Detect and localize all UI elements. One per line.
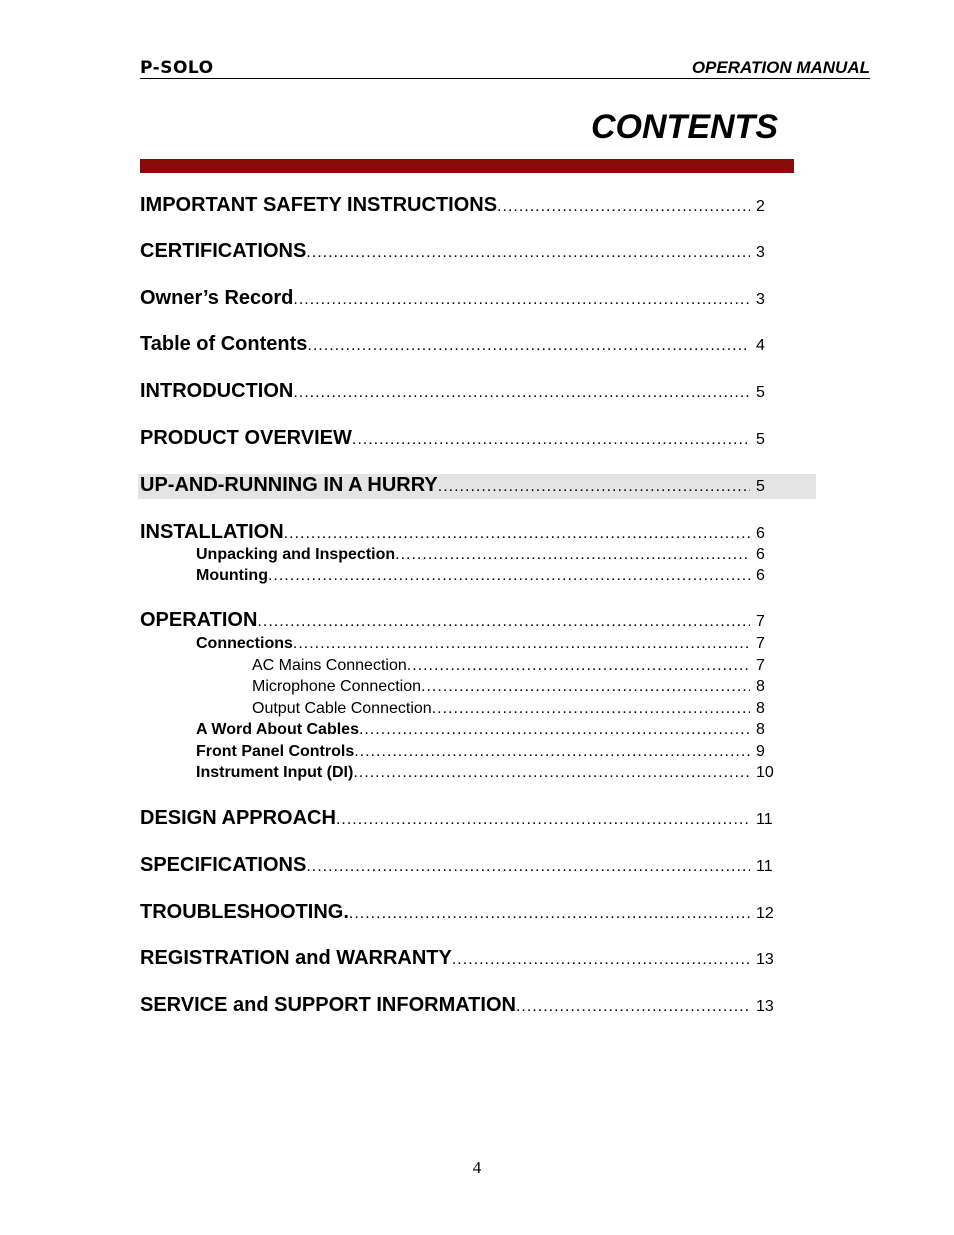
toc-entry[interactable] (140, 807, 780, 830)
toc-leader-dots (336, 811, 750, 829)
toc-entry[interactable] (140, 994, 780, 1017)
toc-leader-dots (438, 478, 750, 496)
toc-entry-page: 7 (756, 657, 765, 674)
toc-entry-page: 12 (756, 905, 774, 922)
toc-entry-label: SERVICE and SUPPORT INFORMATION (140, 994, 516, 1016)
toc-entry-page: 11 (756, 811, 773, 828)
toc-entry-page: 6 (756, 525, 765, 542)
toc-entry[interactable] (140, 609, 780, 632)
toc-entry-label: Front Panel Controls (196, 743, 355, 760)
toc-leader-dots (354, 743, 750, 761)
toc-entry[interactable] (196, 635, 780, 653)
toc-leader-dots (257, 613, 750, 631)
toc-entry-label: Connections (196, 635, 293, 652)
toc-entry-label: A Word About Cables (196, 721, 359, 738)
toc-entry-page: 10 (756, 764, 774, 781)
toc-entry[interactable] (196, 546, 780, 564)
toc-leader-dots (293, 384, 750, 402)
toc-entry-label: PRODUCT OVERVIEW (140, 427, 352, 449)
toc-entry[interactable] (252, 678, 780, 696)
toc-entry-label: Table of Contents (140, 333, 308, 355)
toc-entry-label: UP-AND-RUNNING IN A HURRY (140, 474, 438, 496)
toc-leader-dots (293, 291, 750, 309)
toc-entry-label: REGISTRATION and WARRANTY (140, 947, 452, 969)
toc-entry-page: 3 (756, 291, 765, 308)
toc-entry-page: 13 (756, 951, 774, 968)
toc-entry-label: CERTIFICATIONS (140, 240, 307, 262)
toc-entry-label: Output Cable Connection (252, 700, 432, 717)
toc-entry-page: 2 (756, 198, 765, 215)
toc-entry[interactable] (140, 240, 780, 263)
toc-entry[interactable] (196, 743, 780, 761)
toc-entry[interactable] (140, 947, 780, 970)
toc-leader-dots (284, 525, 750, 543)
brand-logo: P-SOLO (140, 58, 214, 78)
toc-entry[interactable] (196, 721, 780, 739)
toc-entry[interactable] (140, 333, 780, 356)
toc-entry-page: 6 (756, 567, 765, 584)
toc-entry-label: IMPORTANT SAFETY INSTRUCTIONS (140, 194, 498, 216)
toc-entry[interactable] (140, 427, 780, 450)
toc-entry[interactable] (140, 474, 780, 497)
toc-entry-label: INTRODUCTION (140, 380, 294, 402)
toc-leader-dots (306, 244, 750, 262)
toc-leader-dots (349, 905, 750, 923)
toc-entry-page: 5 (756, 384, 765, 401)
toc-entry-label: AC Mains Connection (252, 657, 407, 674)
toc-entry-page: 8 (756, 678, 765, 695)
toc-leader-dots (353, 764, 750, 782)
toc-entry-page: 13 (756, 998, 774, 1015)
toc-entry[interactable] (140, 521, 780, 544)
toc-leader-dots (497, 198, 750, 216)
manual-title: OPERATION MANUAL (691, 58, 870, 77)
toc-entry-label: Instrument Input (DI) (196, 764, 354, 781)
toc-entry-label: Unpacking and Inspection (196, 546, 396, 563)
toc-entry[interactable] (196, 764, 780, 782)
toc-leader-dots (359, 721, 750, 739)
toc-entry-page: 5 (756, 431, 765, 448)
toc-leader-dots (307, 337, 750, 355)
toc-entry-page: 6 (756, 546, 765, 563)
toc-entry-label: Microphone Connection (252, 678, 421, 695)
page-number: 4 (472, 1158, 482, 1177)
page-header (140, 56, 870, 79)
toc-entry-label: OPERATION (140, 609, 258, 631)
toc-entry-page: 5 (756, 478, 765, 495)
toc-entry-page: 7 (756, 613, 765, 630)
toc-leader-dots (421, 678, 750, 696)
toc-entry[interactable] (140, 194, 780, 217)
toc-leader-dots (432, 700, 750, 718)
toc-entry-page: 8 (756, 721, 765, 738)
toc-entry[interactable] (196, 567, 780, 585)
toc-entry[interactable] (140, 287, 780, 310)
toc-entry[interactable] (252, 700, 780, 718)
toc-leader-dots (452, 951, 750, 969)
toc-leader-dots (306, 858, 750, 876)
toc-leader-dots (352, 431, 750, 449)
toc-entry-page: 4 (756, 337, 765, 354)
title-rule (140, 159, 794, 173)
toc-leader-dots (395, 546, 750, 564)
toc-leader-dots (268, 567, 750, 585)
toc-entry[interactable] (140, 901, 780, 924)
toc-leader-dots (407, 657, 750, 675)
toc-entry-label: Mounting (196, 567, 268, 584)
toc-entry-page: 7 (756, 635, 765, 652)
toc-entry-label: SPECIFICATIONS (140, 854, 307, 876)
toc-entry-page: 8 (756, 700, 765, 717)
toc-entry-page: 9 (756, 743, 765, 760)
toc-entry-label: Owner’s Record (140, 287, 294, 309)
toc-leader-dots (516, 998, 750, 1016)
page-title: CONTENTS (591, 108, 778, 146)
toc-entry-label: INSTALLATION (140, 521, 284, 543)
toc-entry-page: 11 (756, 858, 773, 875)
toc-entry-label: TROUBLESHOOTING. (140, 901, 349, 923)
toc-entry-label: DESIGN APPROACH (140, 807, 336, 829)
toc-entry[interactable] (252, 657, 780, 675)
toc-leader-dots (293, 635, 750, 653)
toc-entry[interactable] (140, 380, 780, 403)
toc-entry-page: 3 (756, 244, 765, 261)
toc-entry[interactable] (140, 854, 780, 877)
